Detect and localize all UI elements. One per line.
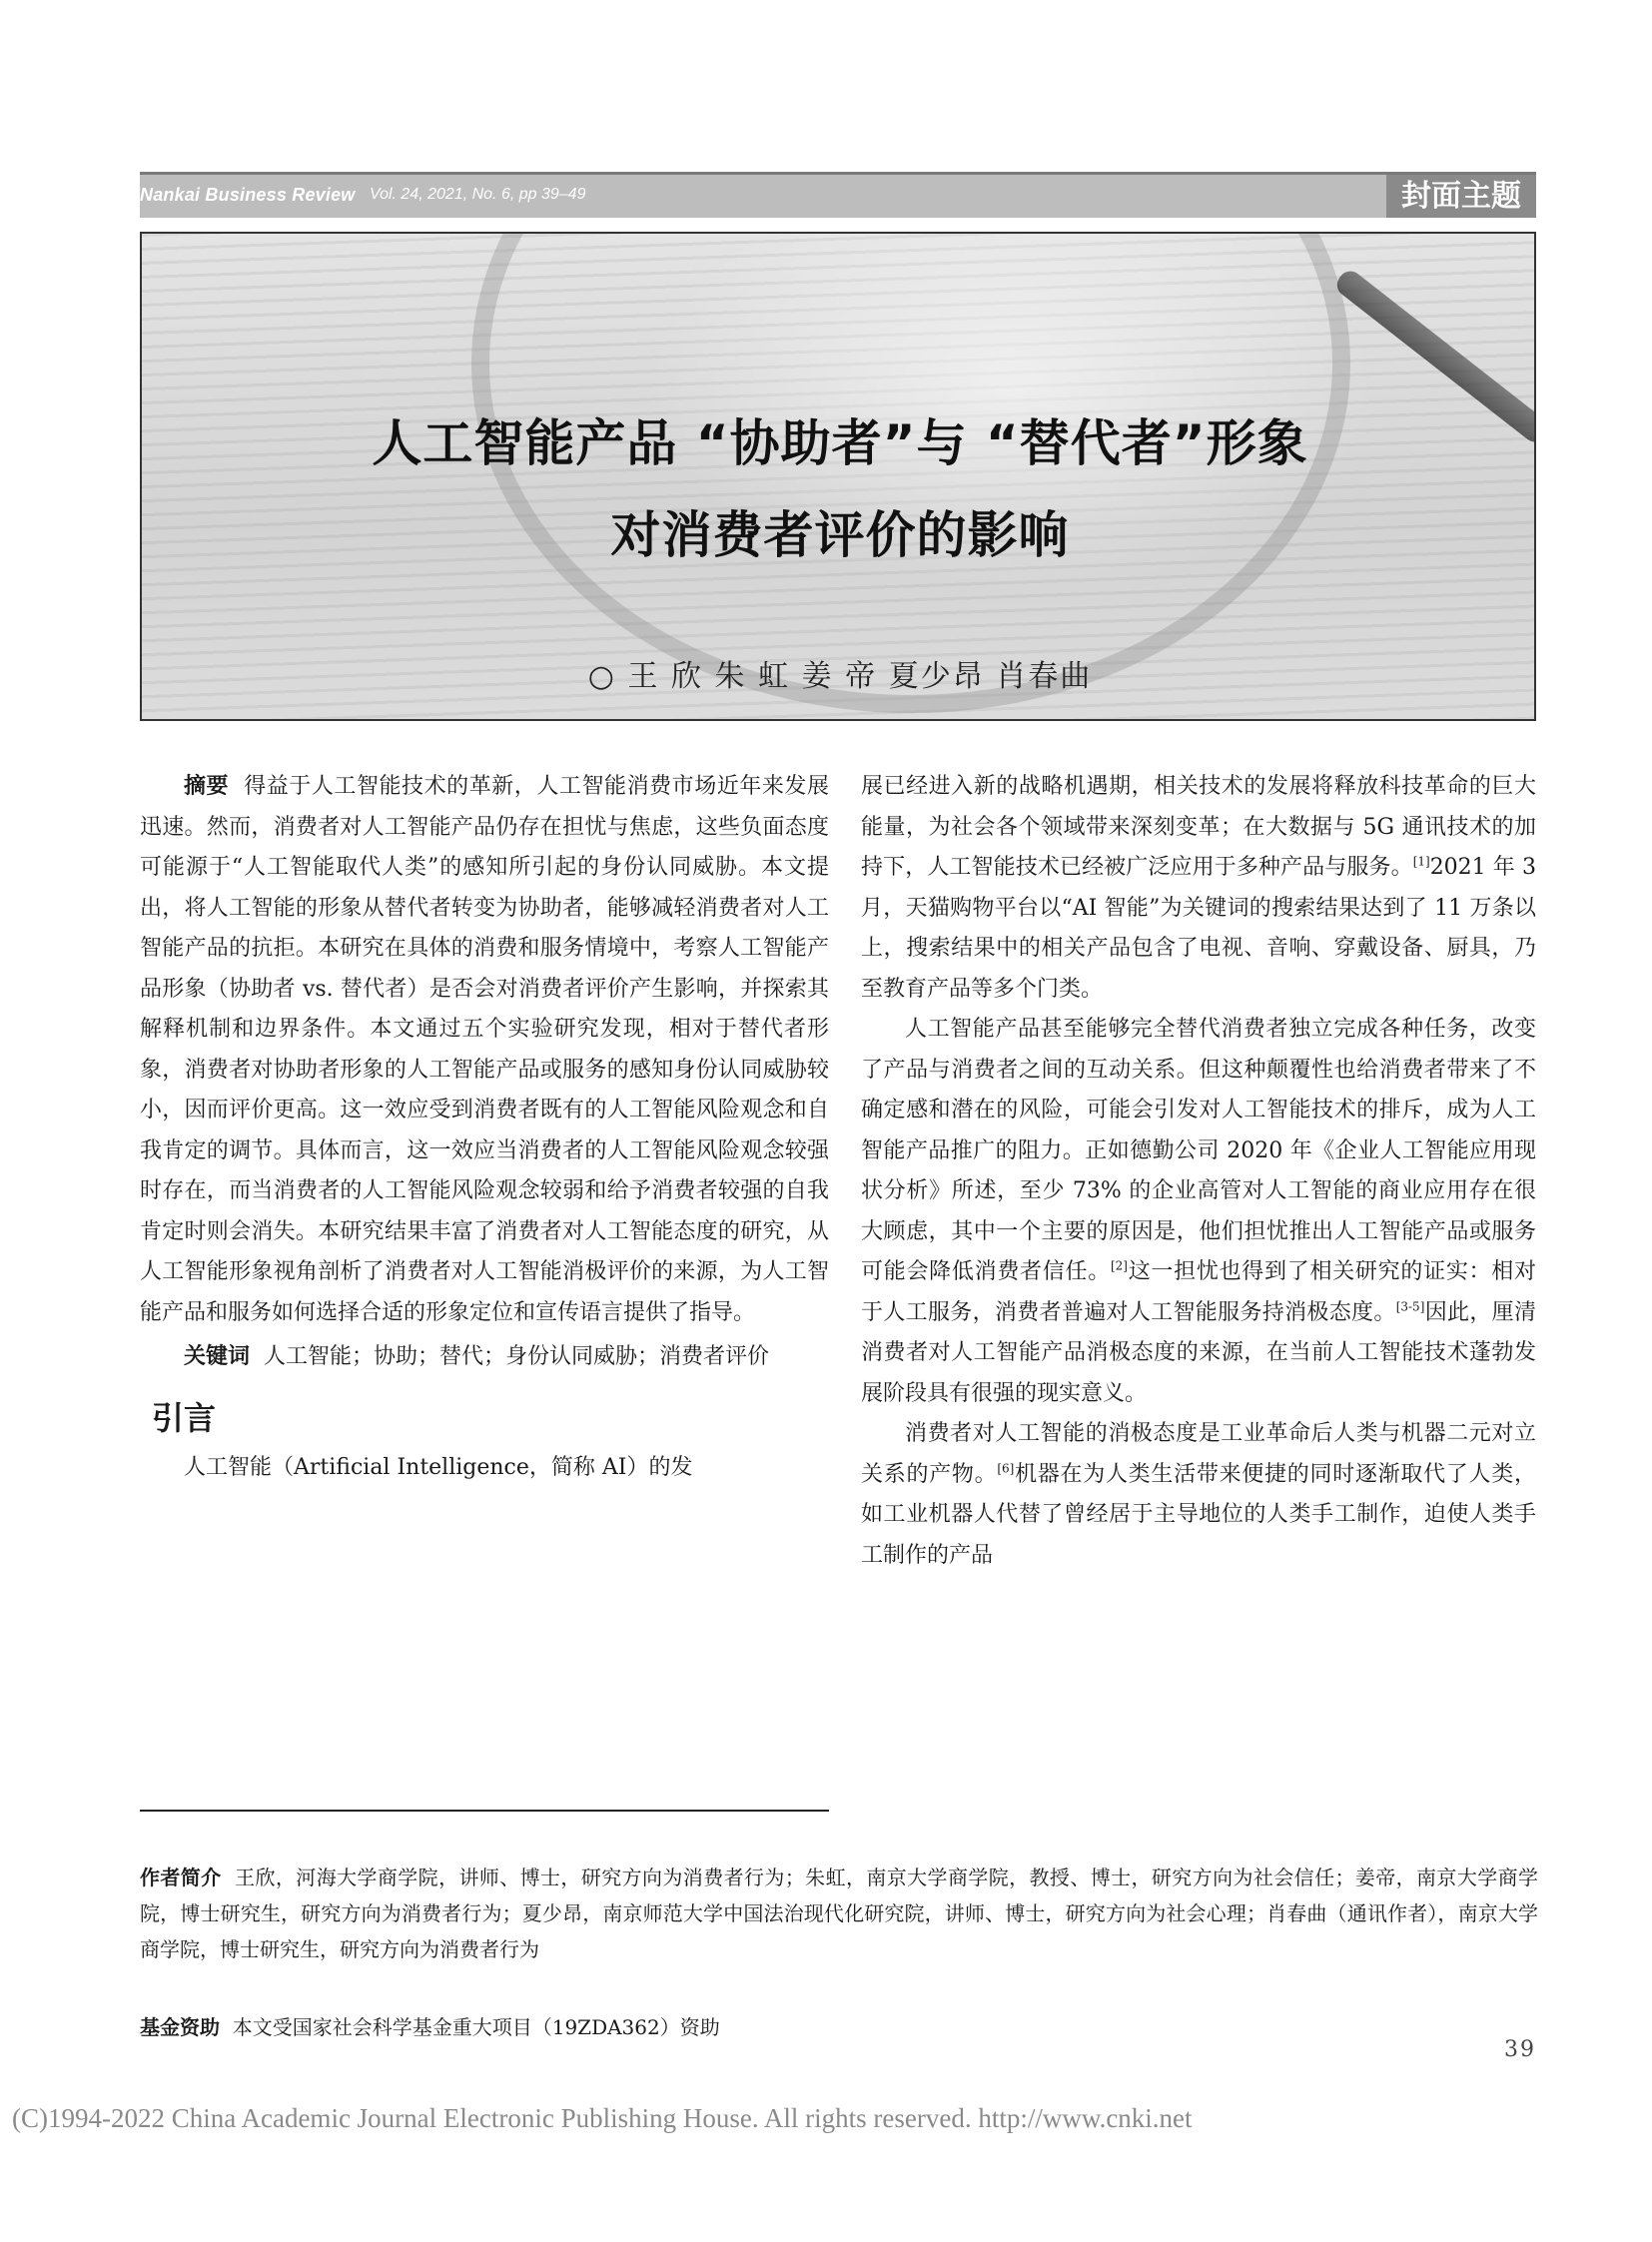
abstract bbox=[140, 767, 829, 1333]
intro-p1-text-a: 展已经进入新的战略机遇期，相关技术的发展将释放科技革命的巨大能量，为社会各个领域带来深刻变革；在大数据与 5G 通讯技术的加持下，人工智能技术已经被广泛应用于多种产品与服务。 bbox=[861, 774, 1536, 880]
journal-volume: Vol. 24, 2021, No. 6, pp 39–49 bbox=[370, 186, 586, 203]
keywords-text: 人工智能；协助；替代；身份认同威胁；消费者评价 bbox=[264, 1344, 770, 1369]
abstract-text: 得益于人工智能技术的革新，人工智能消费市场近年来发展迅速。然而，消费者对人工智能产品仍存在担忧与焦虑，这些负面态度可能源于“人工智能取代人类”的感知所引起的身份认同威胁。本文提出，将人工智能的形象从替代者转变为协助者，能够减轻消费者对人工智能产品的抗拒。本研究在具体的消费和服务情境中，考察人工智能产品形象（协助者 vs. 替代者）是否会对消费者评价产生影响，并探索其解释机制和边界条件。本文通过五个实验研究发现，相对于替代者形象，消费者对协助者形象的人工智能产品或服务的感知身份认同威胁较小，因而评价更高。这一效应受到消费者既有的人工智能风险观念和自我肯定的调节。具体而言，这一效应当消费者的人工智能风险观念较强时存在，而当消费者的人工智能风险观念较弱和给予消费者较强的自我肯定时则会消失。本研究结果丰富了消费者对人工智能态度的研究，从人工智能形象视角剖析了消费者对人工智能消极评价的来源，为人工智能产品和服务如何选择合适的形象定位和宣传语言提供了指导。 bbox=[140, 774, 829, 1325]
page-number: 39 bbox=[1504, 2037, 1536, 2062]
section-heading-intro: 引言 bbox=[152, 1398, 217, 1437]
journal-name: Nankai Business Review bbox=[140, 185, 356, 205]
intro-p3-text-b: 机器在为人类生活带来便捷的同时逐渐取代了人类，如工业机器人代替了曾经居于主导地位的人类手工制作，迫使人类手工制作的产品 bbox=[861, 1461, 1536, 1568]
intro-p2-text-c: 因此，厘清消费者对人工智能产品消极态度的来源，在当前人工智能技术蓬勃发展阶段具有很强的现实意义。 bbox=[861, 1299, 1536, 1406]
author-bio-label: 作者简介 bbox=[140, 1866, 222, 1889]
author-line: ○ 王 欣 朱 虹 姜 帝 夏少昂 肖春曲 bbox=[587, 659, 1093, 694]
footnote-divider bbox=[140, 1810, 829, 1812]
keywords-label: 关键词 bbox=[184, 1344, 251, 1369]
keywords bbox=[140, 1337, 829, 1378]
journal-header-bar bbox=[140, 172, 1536, 218]
right-column bbox=[861, 767, 1536, 1576]
intro-p2-text-b: 这一担忧也得到了相关研究的证实：相对于人工服务，消费者普遍对人工智能服务持消极态度。 bbox=[861, 1259, 1536, 1325]
citation-2: [2] bbox=[1110, 1258, 1128, 1273]
intro-p3-text-a: 消费者对人工智能的消极态度是工业革命后人类与机器二元对立关系的产物。 bbox=[861, 1421, 1536, 1487]
funding-text: 本文受国家社会科学基金重大项目（19ZDA362）资助 bbox=[232, 2015, 720, 2039]
intro-paragraph-3 bbox=[861, 1414, 1536, 1576]
section-tag: 封面主题 bbox=[1386, 175, 1536, 218]
author-bio-text: 王欣，河海大学商学院，讲师、博士，研究方向为消费者行为；朱虹，南京大学商学院，教授、博士，研究方向为社会信任；姜帝，南京大学商学院，博士研究生，研究方向为消费者行为；夏少昂，南京师范大学中国法治现代化研究院，讲师、博士，研究方向为社会心理；肖春曲（通讯作者），南京大学商学院，博士研究生，研究方向为消费者行为 bbox=[140, 1866, 1539, 1961]
funding-label: 基金资助 bbox=[140, 2015, 220, 2039]
citation-1: [1] bbox=[1412, 854, 1430, 869]
author-bio-footnote bbox=[140, 1860, 1538, 1967]
abstract-label: 摘要 bbox=[184, 774, 230, 799]
citation-4: [6] bbox=[997, 1461, 1015, 1476]
funding-footnote bbox=[140, 2009, 1538, 2045]
title-banner bbox=[140, 232, 1536, 721]
intro-p1-text-b: 2021 年 3 月，天猫购物平台以“AI 智能”为关键词的搜索结果达到了 11 万条以上，搜索结果中的相关产品包含了电视、音响、穿戴设备、厨具，乃至教育产品等多个门类。 bbox=[861, 855, 1536, 1002]
citation-3: [3-5] bbox=[1395, 1299, 1425, 1314]
intro-p2-text-a: 人工智能产品甚至能够完全替代消费者独立完成各种任务，改变了产品与消费者之间的互动关系。但这种颠覆性也给消费者带来了不确定感和潜在的风险，可能会引发对人工智能技术的排斥，成为人工智能产品推广的阻力。正如德勤公司 2020 年《企业人工智能应用现状分析》所述，至少 73% 的企业高管对人工智能的商业应用存在很大顾虑，其中一个主要的原因是，他们担忧推出人工智能产品或服务可能会降低消费者信任。 bbox=[861, 1017, 1536, 1284]
intro-paragraph-1-continued bbox=[861, 767, 1536, 1010]
intro-paragraph-2 bbox=[861, 1010, 1536, 1414]
copyright-notice: (C)1994-2022 China Academic Journal Electronic Publishing House. All rights reserved. http://www.cnki.net bbox=[12, 2103, 1193, 2133]
article-title-line2: 对消费者评价的影响 bbox=[610, 506, 1070, 564]
article-title-line1: 人工智能产品 “协助者”与 “替代者”形象 bbox=[372, 414, 1308, 472]
intro-paragraph-start: 人工智能（Artificial Intelligence，简称 AI）的发 bbox=[184, 1454, 693, 1480]
left-column bbox=[140, 767, 829, 1488]
